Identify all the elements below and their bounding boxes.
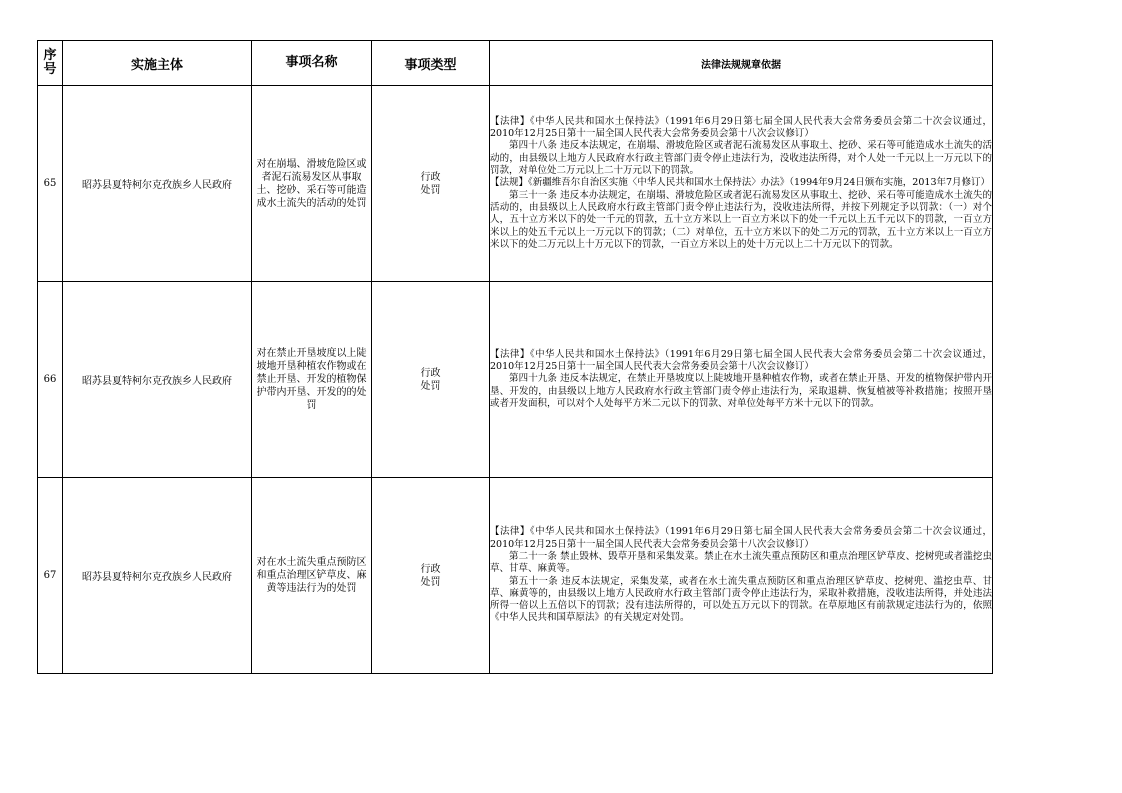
basis-paragraph: 第四十九条 违反本法规定，在禁止开垦坡度以上陡坡地开垦种植农作物，或者在禁止开垦、开发的植物保护带内开垦、开发的，由县级以上地方人民政府水行政主管部门责令停止违法行为，采取退耕、恢复植被等补救措施；按照开垦或者开发面积，可以对个人处每平方米二元以下的罚款、对单位处每平方米十元以下的罚款。 [490, 373, 992, 409]
row-basis [490, 86, 993, 282]
basis-paragraph: 第二十一条 禁止毁林、毁草开垦和采集发菜。禁止在水土流失重点预防区和重点治理区铲草皮、挖树兜或者滥挖虫草、甘草、麻黄等。 [490, 550, 992, 575]
basis-paragraph: 第三十一条 违反本办法规定，在崩塌、滑坡危险区或者泥石流易发区从事取土、挖砂、采石等可能造成水土流失的活动的，由县级以上人民政府水行政主管部门责令停止违法行为，没收违法所得，并按下列规定予以罚款：（一）对个人，五十立方米以下的处一千元的罚款，五十立方米以上一百立方米以下的处一千元以上五千元以下的罚款，一百立方米以上的处五千元以上一万元以下的罚款；（二）对单位，五十立方米以下的处二万元的罚款，五十立方米以上一百立方米以下的处二万元以上十万元以下的罚款，一百立方米以上的处十万元以上二十万元以下的罚款。 [490, 189, 992, 250]
row-type-text: 行政处罚 [420, 367, 441, 392]
table-row [38, 282, 993, 478]
row-index: 66 [38, 282, 63, 478]
penalty-table [37, 40, 993, 674]
row-name: 对在崩塌、滑坡危险区或者泥石流易发区从事取土、挖砂、采石等可能造成水土流失的活动的处罚 [252, 86, 372, 282]
row-subject: 昭苏县夏特柯尔克孜族乡人民政府 [63, 282, 252, 478]
table-header-row [38, 41, 993, 86]
row-basis [490, 282, 993, 478]
row-subject: 昭苏县夏特柯尔克孜族乡人民政府 [63, 86, 252, 282]
row-name: 对在水土流失重点预防区和重点治理区铲草皮、麻黄等违法行为的处罚 [252, 478, 372, 674]
basis-paragraph: 【法规】《新疆维吾尔自治区实施〈中华人民共和国水土保持法〉办法》（1994年9月24日颁布实施，2013年7月修订） [490, 177, 991, 189]
row-subject: 昭苏县夏特柯尔克孜族乡人民政府 [63, 478, 252, 674]
basis-paragraph: 【法律】《中华人民共和国水土保持法》（1991年6月29日第七届全国人民代表大会常务委员会第二十次会议通过，2010年12月25日第十一届全国人民代表大会常务委员会第十八次会议修订） [490, 526, 992, 550]
row-name: 对在禁止开垦坡度以上陡坡地开垦种植农作物或在禁止开垦、开发的植物保护带内开垦、开发的的处罚 [252, 282, 372, 478]
header-subject: 实施主体 [63, 41, 252, 86]
row-type [372, 478, 490, 674]
header-index: 序号 [38, 41, 63, 86]
row-basis [490, 478, 993, 674]
basis-paragraph: 【法律】《中华人民共和国水土保持法》（1991年6月29日第七届全国人民代表大会常务委员会第二十次会议通过，2010年12月25日第十一届全国人民代表大会常务委员会第十八次会议修订） [490, 115, 992, 140]
header-type: 事项类型 [372, 41, 490, 86]
row-type [372, 86, 490, 282]
basis-paragraph: 第四十八条 违反本法规定，在崩塌、滑坡危险区或者泥石流易发区从事取土、挖砂、采石等可能造成水土流失的活动的，由县级以上地方人民政府水行政主管部门责令停止违法行为，没收违法所得，对个人处一千元以上一万元以下的罚款，对单位处二万元以上二十万元以下的罚款。 [490, 140, 992, 177]
row-type-text: 行政处罚 [420, 563, 441, 588]
table-row [38, 86, 993, 282]
row-type [372, 282, 490, 478]
row-index: 65 [38, 86, 63, 282]
header-basis: 法律法规规章依据 [490, 41, 993, 86]
basis-paragraph: 【法律】《中华人民共和国水土保持法》（1991年6月29日第七届全国人民代表大会常务委员会第二十次会议通过，2010年12月25日第十一届全国人民代表大会常务委员会第十八次会议修订） [490, 348, 992, 373]
basis-paragraph: 第五十一条 违反本法规定，采集发菜，或者在水土流失重点预防区和重点治理区铲草皮、挖树兜、滥挖虫草、甘草、麻黄等的，由县级以上地方人民政府水行政主管部门责令停止违法行为，采取补救措施，没收违法所得，并处违法所得一倍以上五倍以下的罚款；没有违法所得的，可以处五万元以下的罚款。在草原地区有前款规定违法行为的，依照《中华人民共和国草原法》的有关规定对处罚。 [490, 575, 992, 624]
row-index: 67 [38, 478, 63, 674]
table-row [38, 478, 993, 674]
row-type-text: 行政处罚 [420, 171, 441, 196]
header-name: 事项名称 [252, 41, 372, 86]
